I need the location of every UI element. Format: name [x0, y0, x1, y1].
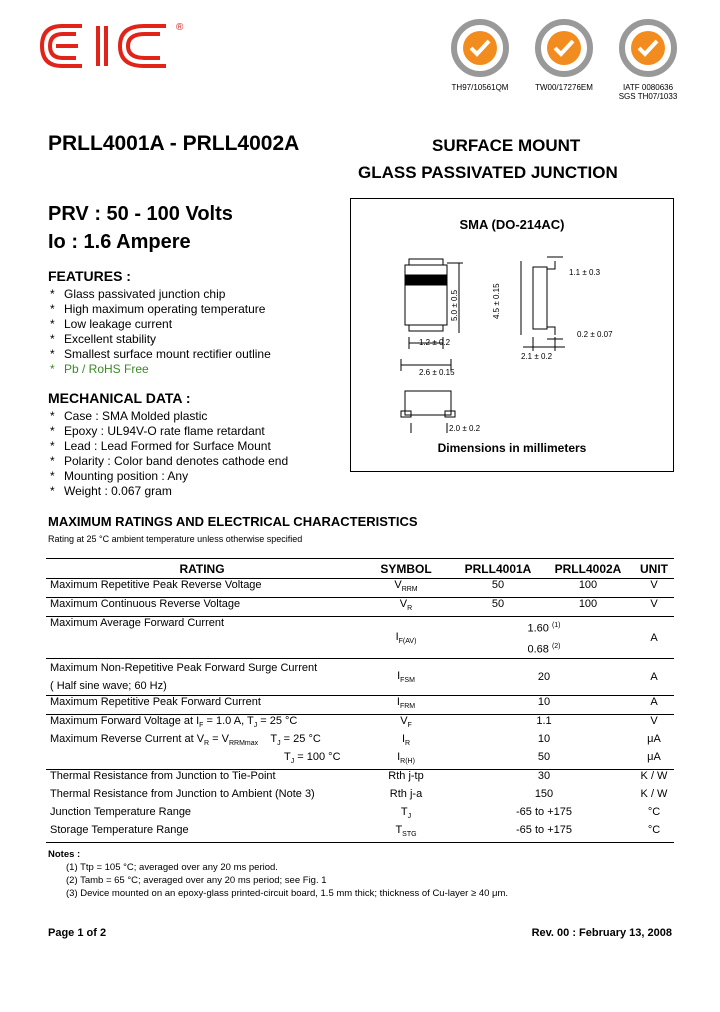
header-prll4002a: PRLL4002A — [542, 559, 634, 579]
note-item: (3) Device mounted on an epoxy-glass printed-circuit board, 1.5 mm thick; thickness of Cu-layer ≥ 40 μm. — [66, 888, 509, 899]
table-row: Storage Temperature Range $T_{STG}$ -65 to +175 °C — [46, 824, 674, 843]
revision-date: Rev. 00 : February 13, 2008 — [531, 927, 672, 939]
package-title: SMA (DO-214AC) — [459, 217, 565, 232]
notes-title: Notes : — [48, 849, 81, 860]
list-item: * Low leakage current — [50, 317, 271, 332]
table-row: Maximum Reverse Current at $V_R = V_{RRMmax}$ $T_J = 25$ °C $I_R$ 10 μA — [50, 733, 661, 748]
ratings-title: MAXIMUM RATINGS AND ELECTRICAL CHARACTERISTICS — [48, 514, 418, 529]
io-value: Io : 1.6 Ampere — [48, 231, 191, 253]
svg-text:1.1 ± 0.3: 1.1 ± 0.3 — [569, 268, 601, 277]
notes-block — [48, 848, 508, 900]
list-item: * Weight : 0.067 gram — [50, 484, 288, 499]
package-drawing — [351, 199, 673, 439]
svg-text:2.1 ± 0.2: 2.1 ± 0.2 — [521, 352, 553, 361]
header-line-1: SURFACE MOUNT — [432, 136, 581, 155]
table-row: Thermal Resistance from Junction to Ambient (Note 3) Rth j-a 150 K / W — [50, 788, 668, 801]
sgs-cert-icon — [618, 18, 678, 78]
table-row: Maximum Average Forward Current $I_{F(AV)}$ 1.60 $^{(1)}$ 0.68 $^{(2)}$ A — [46, 617, 674, 659]
header-symbol: SYMBOL — [358, 559, 454, 579]
table-row: Thermal Resistance from Junction to Tie-Point Rth j-tp 30 K / W — [46, 770, 674, 789]
table-header-row — [46, 559, 674, 579]
header-prll4001a: PRLL4001A — [454, 559, 542, 579]
part-title: PRLL4001A - PRLL4002A — [48, 132, 300, 155]
ratings-note: Rating at 25 °C ambient temperature unless otherwise specified — [48, 534, 303, 544]
sgs-cert-icon — [450, 18, 510, 78]
cert-label-2: SGS TH07/1033 — [618, 92, 678, 101]
prv-value: PRV : 50 - 100 Volts — [48, 203, 233, 225]
mechanical-title: MECHANICAL DATA : — [48, 390, 191, 406]
header-rating: RATING — [46, 559, 358, 579]
company-logo — [36, 18, 196, 72]
mechanical-list — [50, 409, 288, 499]
list-item: * Lead : Lead Formed for Surface Mount — [50, 439, 288, 454]
table-row: Maximum Repetitive Peak Reverse Voltage $V_{RRM}$ 50 100 V — [50, 579, 658, 594]
dimensions-footer: Dimensions in millimeters — [437, 441, 587, 455]
cert-badge-iso14001 — [524, 18, 604, 92]
package-dimensions-box — [350, 198, 674, 472]
page-number: Page 1 of 2 — [48, 927, 107, 939]
list-item-rohs: * Pb / RoHS Free — [50, 362, 271, 377]
list-item: * High maximum operating temperature — [50, 302, 271, 317]
table-row: Maximum Repetitive Peak Forward Current $I_{FRM}$ 10 A — [46, 696, 674, 715]
sgs-cert-icon — [534, 18, 594, 78]
note-item: (2) Tamb = 65 °C; averaged over any 20 ms period; see Fig. 1 — [66, 875, 327, 886]
header-line-2: GLASS PASSIVATED JUNCTION — [358, 163, 618, 182]
svg-text:4.5 ± 0.15: 4.5 ± 0.15 — [492, 283, 501, 319]
table-row: Maximum Non-Repetitive Peak Forward Surge Current ( Half sine wave; 60 Hz) $I_{FSM}$ 20 A — [46, 659, 674, 696]
list-item: * Epoxy : UL94V-O rate flame retardant — [50, 424, 288, 439]
list-item: * Excellent stability — [50, 332, 271, 347]
cert-label: TH97/10561QM — [451, 83, 509, 92]
svg-text:1.2 ± 0.2: 1.2 ± 0.2 — [419, 338, 451, 347]
list-item: * Glass passivated junction chip — [50, 287, 271, 302]
table-row: Maximum Forward Voltage at $I_F = 1.0$ A, $T_J = 25$ °C $V_F$ 1.1 V — [46, 715, 674, 734]
svg-text:0.2 ± 0.07: 0.2 ± 0.07 — [577, 330, 613, 339]
list-item: * Smallest surface mount rectifier outline — [50, 347, 271, 362]
svg-text:5.0 ± 0.5: 5.0 ± 0.5 — [450, 289, 459, 321]
cert-badge-iatf — [608, 18, 688, 101]
cert-badge-iso9001 — [440, 18, 520, 92]
svg-text:2.0 ± 0.2: 2.0 ± 0.2 — [449, 424, 481, 433]
features-title: FEATURES : — [48, 268, 131, 284]
svg-text:2.6 ± 0.15: 2.6 ± 0.15 — [419, 368, 455, 377]
cert-label: TW00/17276EM — [535, 83, 593, 92]
list-item: * Polarity : Color band denotes cathode end — [50, 454, 288, 469]
header-unit: UNIT — [634, 559, 674, 579]
note-item: (1) Ttp = 105 °C; averaged over any 20 ms period. — [66, 862, 278, 873]
table-row: $T_J = 100$ °C $I_{R(H)}$ 50 μA — [284, 751, 661, 766]
prv-io-block — [48, 200, 233, 256]
table-row: Junction Temperature Range $T_J$ -65 to +175 °C — [50, 806, 661, 821]
list-item: * Mounting position : Any — [50, 469, 288, 484]
svg-text:®: ® — [176, 22, 184, 33]
ratings-table — [46, 558, 674, 843]
list-item: * Case : SMA Molded plastic — [50, 409, 288, 424]
table-row: Maximum Continuous Reverse Voltage $V_R$ 50 100 V — [46, 598, 674, 617]
cert-label: IATF 0080636 — [622, 83, 674, 92]
features-list — [50, 287, 271, 377]
